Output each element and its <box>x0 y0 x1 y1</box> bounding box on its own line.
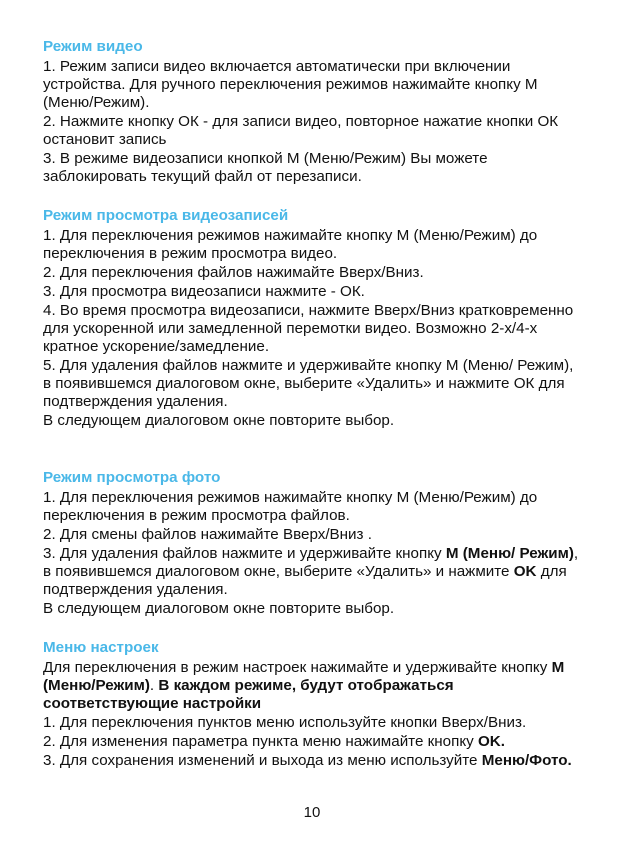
instruction-item: 1. Режим записи видео включается автоматически при включении устройства. Для ручного переключения режимов нажимайте кнопку M (Меню/Режим). <box>43 58 538 111</box>
instruction-item <box>43 752 583 771</box>
section-heading: Режим просмотра фото <box>43 469 221 486</box>
instruction-item: 3. В режиме видеозаписи кнопкой M (Меню/Режим) Вы можете заблокировать текущий файл от перезаписи. <box>43 150 488 185</box>
text-run: 3. Для удаления файлов нажмите и удерживайте кнопку <box>43 545 446 562</box>
instruction-item: 2. Для переключения файлов нажимайте Вверх/Вниз. <box>43 264 424 281</box>
section-video-mode <box>43 38 583 187</box>
section-heading: Режим видео <box>43 38 143 55</box>
bold-text: OK. <box>477 733 505 750</box>
text-run: , в появившемся диалоговом окне, выберите «Удалить» и нажмите <box>43 545 579 580</box>
bold-text: M (Меню/ Режим) <box>445 545 574 562</box>
instruction-item: 1. Для переключения пунктов меню используйте кнопки Вверх/Вниз. <box>43 714 527 731</box>
section-photo-playback <box>43 469 583 619</box>
manual-page-content <box>43 38 583 771</box>
text-run: . <box>149 677 159 694</box>
instruction-item: В следующем диалоговом окне повторите выбор. <box>43 600 395 617</box>
instruction-item: 3. Для просмотра видеозаписи нажмите - ОК. <box>43 283 365 300</box>
section-heading: Режим просмотра видеозаписей <box>43 207 289 224</box>
text-run: Для переключения в режим настроек нажимайте и удерживайте кнопку <box>43 659 552 676</box>
text-run: 2. Для изменения параметра пункта меню нажимайте кнопку <box>43 733 478 750</box>
bold-text: OK <box>513 563 537 580</box>
section-heading: Меню настроек <box>43 639 159 656</box>
page-number: 10 <box>303 804 321 821</box>
instruction-item <box>43 545 583 600</box>
instruction-item <box>43 659 583 714</box>
instruction-item: 2. Нажмите кнопку ОК - для записи видео, повторное нажатие кнопки ОК остановит запись <box>43 113 559 148</box>
instruction-item: В следующем диалоговом окне повторите выбор. <box>43 412 395 429</box>
instruction-item: 5. Для удаления файлов нажмите и удерживайте кнопку M (Меню/ Режим), в появившемся диалоговом окне, выберите «Удалить» и нажмите ОК для подтверждения удаления. <box>43 357 574 410</box>
instruction-item: 2. Для смены файлов нажимайте Вверх/Вниз . <box>43 526 372 543</box>
instruction-item <box>43 733 583 752</box>
bold-text: В каждом режиме, будут отображаться соответствующие настройки <box>43 677 454 712</box>
instruction-item: 1. Для переключения режимов нажимайте кнопку M (Меню/Режим) до переключения в режим просмотра видео. <box>43 227 538 262</box>
section-settings-menu <box>43 639 583 771</box>
section-video-playback <box>43 207 583 431</box>
text-run: для подтверждения удаления. <box>43 563 567 598</box>
bold-text: M (Меню/Режим) <box>43 659 565 694</box>
instruction-item: 4. Во время просмотра видеозаписи, нажмите Вверх/Вниз кратковременно для ускоренной или замедленной перемотки видео. Возможно 2-х/4-х кратное ускорение/замедление. <box>43 302 574 355</box>
bold-text: Меню/Фото. <box>481 752 572 769</box>
text-run: 3. Для сохранения изменений и выхода из меню используйте <box>43 752 482 769</box>
instruction-item: 1. Для переключения режимов нажимайте кнопку M (Меню/Режим) до переключения в режим просмотра файлов. <box>43 489 538 524</box>
